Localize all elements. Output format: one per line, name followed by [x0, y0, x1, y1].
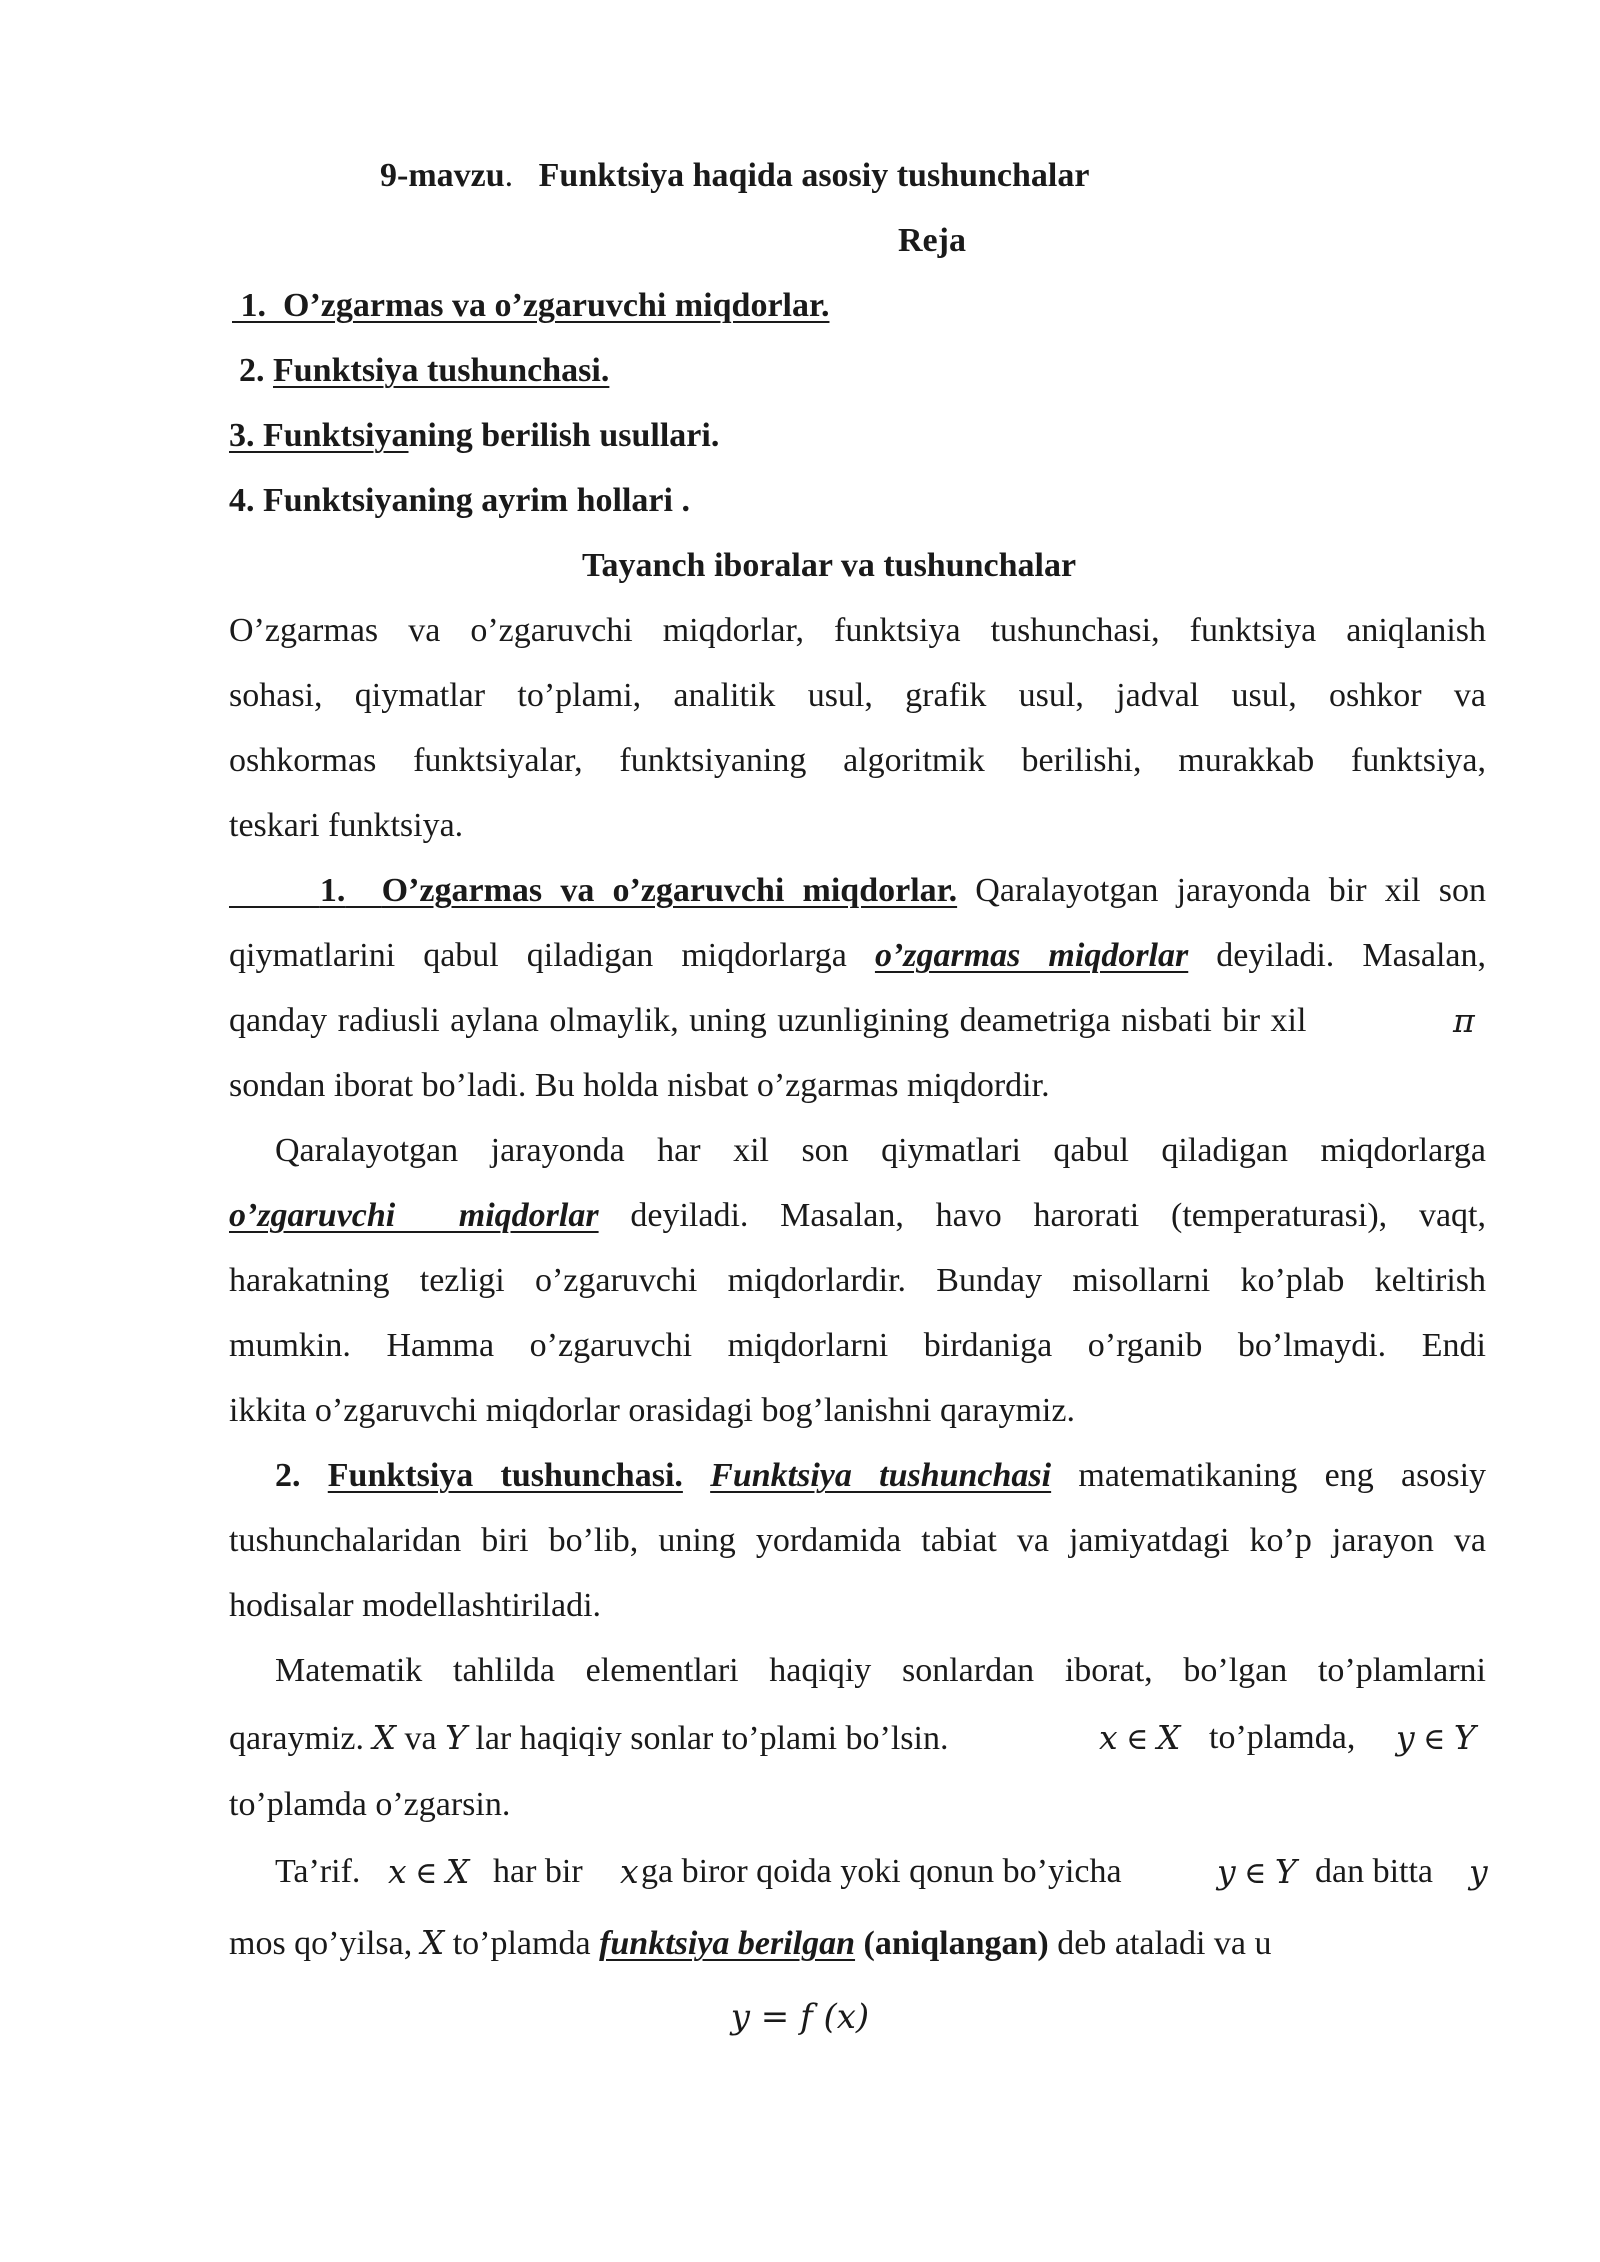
section1-p2-line-3: harakatning tezligi o’zgaruvchi miqdorlardir. Bunday misollarni ko’plab keltirish: [229, 1262, 1486, 1299]
section1-p2-line-5: ikkita o’zgaruvchi miqdorlar orasidagi bog’lanishni qaraymiz.: [229, 1392, 1075, 1429]
keywords-line-2: sohasi, qiymatlar to’plami, analitik usul, grafik usul, jadval usul, oshkor va: [229, 677, 1486, 714]
keywords-line-4: teskari funktsiya.: [229, 807, 464, 844]
section1-line-3: qanday radiusli aylana olmaylik, uning uzunligining deametriga nisbati bir xil π: [229, 999, 1486, 1043]
section2-line-1: 2. Funktsiya tushunchasi. Funktsiya tushunchasi matematikaning eng asosiy: [275, 1457, 1487, 1494]
section2-p2-line-2: qaraymiz. X va Y lar haqiqiy sonlar to’plami bo’lsin. x ∈ X to’plamda, y ∈ Y: [229, 1716, 1486, 1761]
plan-item-3: 3. Funktsiyaning berilish usullari.: [229, 417, 720, 454]
title-number: 9-mavzu: [380, 157, 505, 194]
math-X: X: [372, 1718, 396, 1757]
plan-item-4: 4. Funktsiyaning ayrim hollari .: [229, 482, 690, 519]
plan-heading: Reja: [898, 222, 966, 259]
keywords-heading: Tayanch iboralar va tushunchalar: [582, 547, 1077, 584]
section2-p2-line-1: Matematik tahlilda elementlari haqiqiy sonlardan iborat, bo’lgan to’plamlarni: [275, 1652, 1486, 1689]
term-function-concept: Funktsiya tushunchasi: [710, 1457, 1052, 1494]
math-x-in-X: x ∈ X: [1099, 1718, 1181, 1757]
title-dot: .: [504, 157, 514, 194]
keywords-line-3: oshkormas funktsiyalar, funktsiyaning algoritmik berilishi, murakkab funktsiya,: [229, 742, 1486, 779]
keywords-line-1: O’zgarmas va o’zgaruvchi miqdorlar, funktsiya tushunchasi, funktsiya aniqlanish: [229, 612, 1486, 649]
section2-p2-line-3: to’plamda o’zgarsin.: [229, 1786, 511, 1823]
definition-line-1: Ta’rif. x ∈ X har bir x ga biror qoida yoki qonun bo’yicha y ∈ Y dan bitta y: [275, 1850, 1486, 1894]
section1-p2-line-1: Qaralayotgan jarayonda har xil son qiymatlari qabul qiladigan miqdorlarga: [275, 1132, 1486, 1169]
section1-heading: 1. O’zgarmas va o’zgaruvchi miqdorlar.: [319, 872, 958, 909]
formula-y-equals-f-x: y = f (x): [730, 1997, 870, 2037]
math-y-in-Y: y ∈ Y: [1396, 1718, 1476, 1757]
term-constant-quantities: o’zgarmas miqdorlar: [874, 937, 1189, 974]
page-title: [380, 154, 1600, 198]
title-text: Funktsiya haqida asosiy tushunchalar: [538, 157, 1090, 194]
section1-p2-line-4: mumkin. Hamma o’zgaruvchi miqdorlarni birdaniga o’rganib bo’lmaydi. Endi: [229, 1327, 1486, 1364]
term-variable-quantities: o’zgaruvchi miqdorlar: [229, 1197, 599, 1234]
section1-line-4: sondan iborat bo’ladi. Bu holda nisbat o’zgarmas miqdordir.: [229, 1067, 1050, 1104]
plan-item-1: 1. O’zgarmas va o’zgaruvchi miqdorlar.: [240, 287, 830, 324]
section1-line-2: qiymatlarini qabul qiladigan miqdorlarga o’zgarmas miqdorlar deyiladi. Masalan,: [229, 937, 1487, 974]
section1-p2-line-2: o’zgaruvchi miqdorlar deyiladi. Masalan, havo harorati (temperaturasi), vaqt,: [229, 1197, 1486, 1234]
section2-line-3: hodisalar modellashtiriladi.: [229, 1587, 602, 1624]
section2-heading: 2. Funktsiya tushunchasi.: [275, 1457, 683, 1494]
term-function-given: funktsiya berilgan: [599, 1925, 856, 1962]
section1-line-1: 1. O’zgarmas va o’zgaruvchi miqdorlar. Qaralayotgan jarayonda bir xil son: [229, 869, 1486, 913]
math-y-in-Y-def: y ∈ Y: [1217, 1852, 1297, 1891]
pi-symbol: π: [1453, 1001, 1475, 1040]
math-Y: Y: [445, 1718, 467, 1757]
math-x-in-X-def: x ∈ X: [388, 1852, 470, 1891]
definition-line-2: mos qo’yilsa, X to’plamda funktsiya berilgan (aniqlangan) deb ataladi va u: [229, 1923, 1272, 1962]
plan-item-2: 2. Funktsiya tushunchasi.: [239, 352, 610, 389]
section2-line-2: tushunchalaridan biri bo’lib, uning yordamida tabiat va jamiyatdagi ko’p jarayon va: [229, 1522, 1486, 1559]
